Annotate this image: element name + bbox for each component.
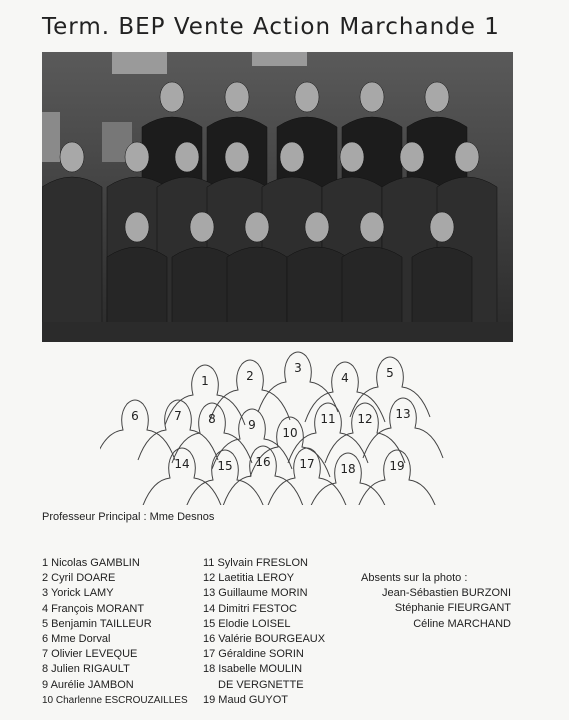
list-item: 11 Sylvain FRESLON — [203, 557, 308, 569]
list-item: 6 Mme Dorval — [42, 633, 111, 646]
position-number: 11 — [320, 412, 336, 426]
photo-person-body — [42, 177, 102, 342]
position-number: 10 — [282, 426, 298, 440]
student-list-2 — [203, 556, 325, 708]
list-item: 17 Géraldine SORIN — [203, 648, 304, 661]
list-item: 18 Isabelle MOULIN — [203, 663, 303, 676]
photo-person-head — [60, 142, 84, 172]
list-item: DE VERGNETTE — [218, 678, 304, 691]
photo-person-head — [125, 212, 149, 242]
absent-list — [344, 571, 511, 632]
position-number: 13 — [395, 407, 411, 421]
position-number: 3 — [294, 361, 302, 375]
list-item: Jean-Sébastien BURZONI — [382, 587, 511, 600]
list-item: 1 Nicolas GAMBLIN — [42, 557, 140, 569]
photo-person-head — [360, 82, 384, 112]
position-number: 12 — [357, 412, 373, 426]
list-item: 9 Aurélie JAMBON — [42, 678, 134, 691]
list-item: 14 Dimitri FESTOC — [203, 602, 297, 615]
position-number: 2 — [246, 369, 254, 383]
photo-person-head — [360, 212, 384, 242]
list-item: 5 Benjamin TAILLEUR — [42, 617, 152, 630]
photo-person-head — [430, 212, 454, 242]
position-number: 16 — [255, 455, 271, 469]
professor-label: Professeur Principal : Mme Desnos — [42, 511, 215, 523]
list-item: 13 Guillaume MORIN — [203, 587, 308, 600]
position-number: 14 — [174, 457, 190, 471]
photo-person-head — [245, 212, 269, 242]
list-item: Stéphanie FIEURGANT — [394, 602, 511, 615]
photo-person-head — [340, 142, 364, 172]
position-number: 19 — [389, 459, 405, 473]
position-number: 9 — [248, 418, 256, 432]
list-item: 4 François MORANT — [42, 602, 145, 615]
list-item: 10 Charlenne ESCROUZAILLES — [42, 694, 188, 706]
class-photo — [42, 52, 513, 342]
photo-person-head — [225, 142, 249, 172]
page-title: Term. BEP Vente Action Marchande 1 — [42, 14, 500, 40]
position-number: 1 — [201, 374, 209, 388]
list-item: 8 Julien RIGAULT — [42, 663, 130, 676]
list-item: 7 Olivier LEVEQUE — [42, 648, 138, 661]
position-number: 5 — [386, 366, 394, 380]
photo-person-head — [125, 142, 149, 172]
photo-person-head — [225, 82, 249, 112]
student-list-1 — [42, 556, 188, 708]
position-number: 7 — [174, 409, 182, 423]
position-number: 18 — [340, 462, 356, 476]
list-item: 2 Cyril DOARE — [42, 572, 116, 585]
position-number: 6 — [131, 409, 139, 423]
position-number: 4 — [341, 371, 349, 385]
photo-person-head — [295, 82, 319, 112]
absent-label: Absents sur la photo : — [361, 572, 468, 584]
photo-person-head — [425, 82, 449, 112]
list-item: 19 Maud GUYOT — [203, 693, 288, 706]
list-item: 12 Laetitia LEROY — [203, 572, 295, 585]
photo-person-head — [160, 82, 184, 112]
photo-person-head — [175, 142, 199, 172]
position-diagram — [100, 345, 460, 505]
photo-person-head — [305, 212, 329, 242]
list-item: 16 Valérie BOURGEAUX — [203, 633, 326, 646]
position-number: 8 — [208, 412, 216, 426]
list-item: 15 Elodie LOISEL — [203, 617, 291, 630]
person-outline — [308, 453, 388, 505]
position-number: 17 — [299, 457, 315, 471]
photo-person-head — [400, 142, 424, 172]
photo-person-head — [455, 142, 479, 172]
photo-person-head — [190, 212, 214, 242]
photo-person-head — [280, 142, 304, 172]
list-item: 3 Yorick LAMY — [42, 587, 114, 600]
position-number: 15 — [217, 459, 233, 473]
list-item: Céline MARCHAND — [413, 617, 511, 630]
